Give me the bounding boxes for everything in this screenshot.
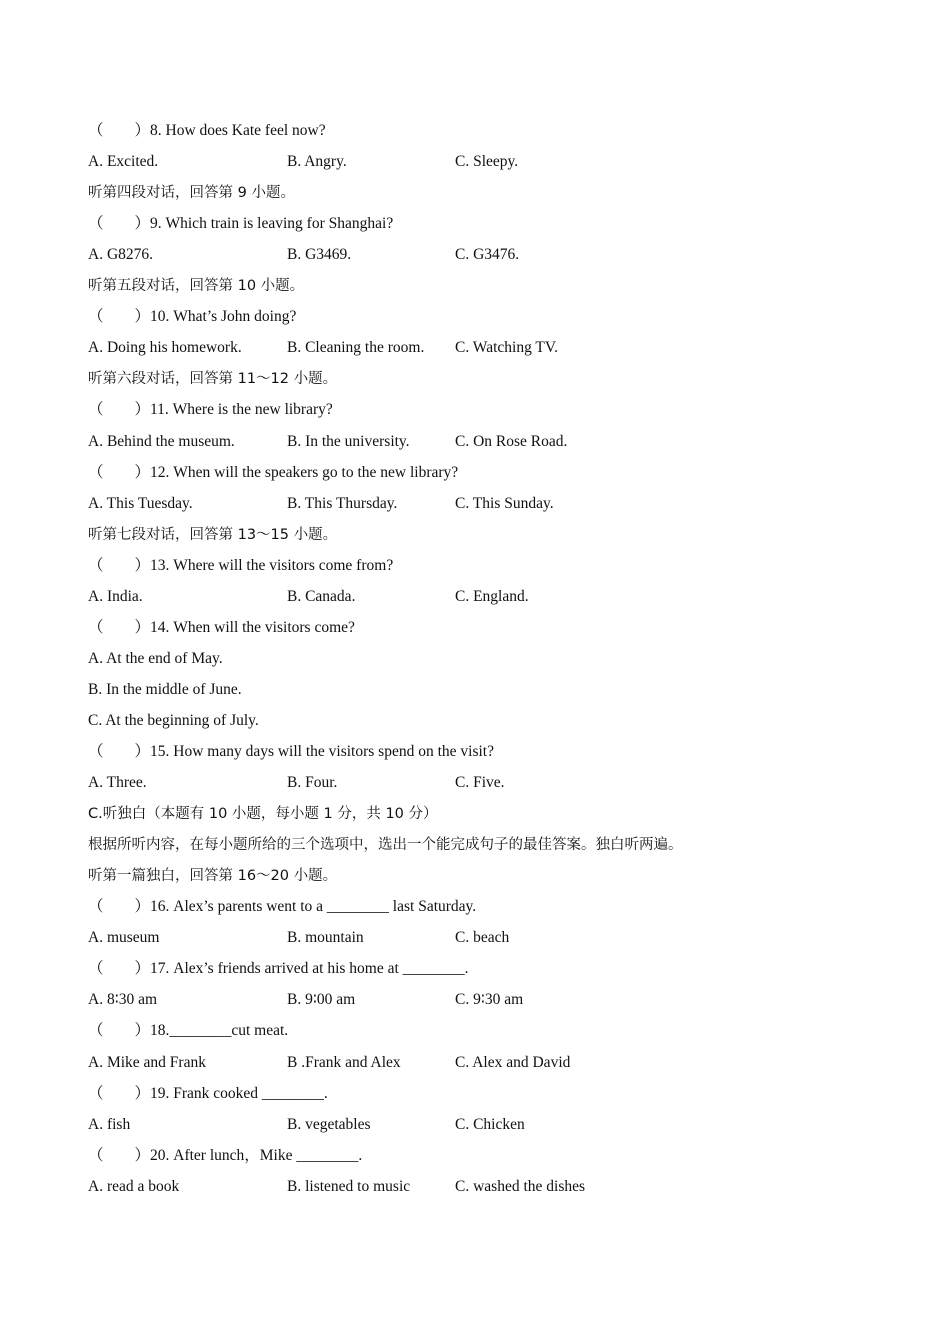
option-c: C. England. [455,588,529,605]
option-c: C. washed the dishes [455,1178,586,1195]
option-b: B .Frank and Alex [287,1054,401,1071]
option-a: A. Three. [88,774,147,791]
question-line: （ ）15. How many days will the visitors spend on the visit? [88,743,494,760]
section-instruction: 听第七段对话，回答第 13～15 小题。 [88,527,338,543]
option-b: B. vegetables [287,1116,371,1133]
option-b: B. Canada. [287,588,356,605]
question-line: （ ）17. Alex’s friends arrived at his home at ________. [88,960,469,977]
option-line: A. At the end of May. [88,650,223,667]
question-line: （ ）11. Where is the new library? [88,401,333,418]
option-line: B. In the middle of June. [88,681,242,698]
question-line: （ ）13. Where will the visitors come from? [88,557,394,574]
question-line: （ ）16. Alex’s parents went to a ________ last Saturday. [88,898,477,915]
option-a: A. India. [88,588,143,605]
question-line: （ ）12. When will the speakers go to the new library? [88,464,459,481]
option-c: C. Alex and David [455,1054,571,1071]
option-a: A. 8∶30 am [88,991,158,1008]
question-line: （ ）18.________cut meat. [88,1022,289,1039]
option-c: C. beach [455,929,510,946]
option-c: C. Watching TV. [455,339,558,356]
question-line: （ ）9. Which train is leaving for Shanghai? [88,215,394,232]
option-a: A. This Tuesday. [88,495,193,512]
option-c: C. Five. [455,774,505,791]
option-c: C. 9∶30 am [455,991,524,1008]
question-line: （ ）8. How does Kate feel now? [88,122,326,139]
question-line: （ ）14. When will the visitors come? [88,619,355,636]
section-instruction: 听第四段对话，回答第 9 小题。 [88,185,295,201]
section-instruction: 根据所听内容，在每小题所给的三个选项中，选出一个能完成句子的最佳答案。独白听两遍。 [88,837,683,853]
option-c: C. This Sunday. [455,495,554,512]
option-c: C. G3476. [455,246,520,263]
section-instruction: 听第五段对话，回答第 10 小题。 [88,278,305,294]
option-c: C. Chicken [455,1116,525,1133]
option-b: B. listened to music [287,1178,411,1195]
option-line: C. At the beginning of July. [88,712,259,729]
option-b: B. mountain [287,929,364,946]
option-a: A. Mike and Frank [88,1054,206,1071]
option-c: C. Sleepy. [455,153,519,170]
option-a: A. Excited. [88,153,159,170]
option-b: B. Cleaning the room. [287,339,425,356]
option-a: A. fish [88,1116,131,1133]
option-a: A. Behind the museum. [88,433,235,450]
option-b: B. Four. [287,774,338,791]
option-c: C. On Rose Road. [455,433,568,450]
option-b: B. 9∶00 am [287,991,356,1008]
option-b: B. Angry. [287,153,347,170]
question-line: （ ）19. Frank cooked ________. [88,1085,328,1102]
option-a: A. G8276. [88,246,154,263]
option-a: A. museum [88,929,160,946]
section-instruction: C.听独白（本题有 10 小题，每小题 1 分，共 10 分） [88,806,438,822]
option-a: A. read a book [88,1178,180,1195]
option-a: A. Doing his homework. [88,339,242,356]
option-b: B. This Thursday. [287,495,398,512]
question-line: （ ）20. After lunch，Mike ________. [88,1147,363,1164]
option-b: B. G3469. [287,246,352,263]
question-line: （ ）10. What’s John doing? [88,308,297,325]
section-instruction: 听第一篇独白，回答第 16～20 小题。 [88,868,338,884]
section-instruction: 听第六段对话，回答第 11～12 小题。 [88,371,338,387]
option-b: B. In the university. [287,433,410,450]
